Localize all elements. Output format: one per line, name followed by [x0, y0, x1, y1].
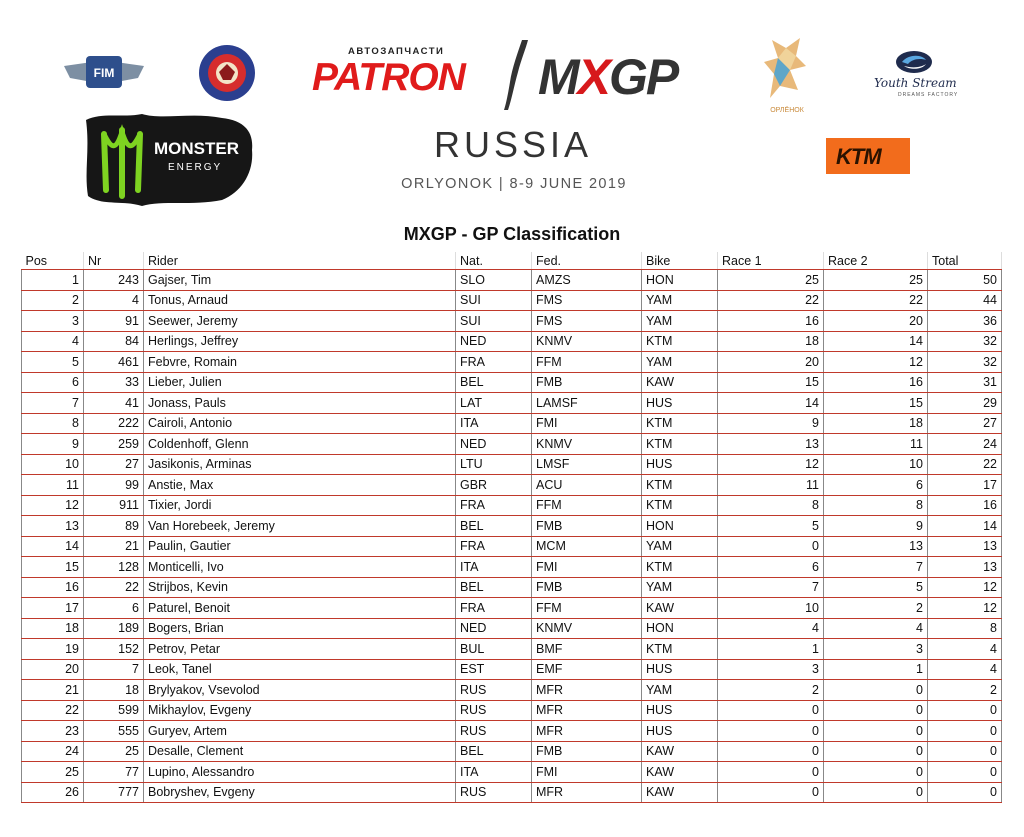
- total-cell: 0: [928, 762, 1002, 783]
- bike-cell: HUS: [642, 721, 718, 742]
- nr-cell: 599: [84, 700, 144, 721]
- rider-cell: Desalle, Clement: [144, 741, 456, 762]
- pos-cell: 1: [22, 270, 84, 291]
- race2-cell: 7: [824, 557, 928, 578]
- col-pos: Pos: [22, 252, 84, 270]
- race1-cell: 0: [718, 700, 824, 721]
- rider-cell: Paulin, Gautier: [144, 536, 456, 557]
- fed-cell: FFM: [532, 495, 642, 516]
- fed-cell: MCM: [532, 536, 642, 557]
- race1-cell: 11: [718, 475, 824, 496]
- venue-date: ORLYONOK | 8-9 JUNE 2019: [401, 176, 627, 192]
- bike-cell: KTM: [642, 557, 718, 578]
- pos-cell: 20: [22, 659, 84, 680]
- nat-cell: BEL: [456, 577, 532, 598]
- pos-cell: 21: [22, 680, 84, 701]
- nat-cell: ITA: [456, 557, 532, 578]
- fed-cell: FMS: [532, 311, 642, 332]
- rider-cell: Bogers, Brian: [144, 618, 456, 639]
- total-cell: 24: [928, 434, 1002, 455]
- mxgp-logo: [538, 48, 734, 104]
- bike-cell: KTM: [642, 495, 718, 516]
- table-row: [22, 290, 1002, 311]
- race1-cell: 4: [718, 618, 824, 639]
- race1-cell: 14: [718, 393, 824, 414]
- fed-cell: FMB: [532, 577, 642, 598]
- race1-cell: 7: [718, 577, 824, 598]
- rider-cell: Cairoli, Antonio: [144, 413, 456, 434]
- table-row: [22, 721, 1002, 742]
- nat-cell: SUI: [456, 311, 532, 332]
- bike-cell: YAM: [642, 290, 718, 311]
- rider-cell: Tonus, Arnaud: [144, 290, 456, 311]
- bike-cell: HUS: [642, 659, 718, 680]
- nat-cell: RUS: [456, 680, 532, 701]
- total-cell: 13: [928, 557, 1002, 578]
- total-cell: 29: [928, 393, 1002, 414]
- total-cell: 14: [928, 516, 1002, 537]
- table-row: [22, 270, 1002, 291]
- nat-cell: NED: [456, 434, 532, 455]
- nat-cell: BEL: [456, 741, 532, 762]
- total-cell: 4: [928, 659, 1002, 680]
- mxgp-x: X: [577, 49, 610, 105]
- nr-cell: 84: [84, 331, 144, 352]
- race1-cell: 0: [718, 536, 824, 557]
- rider-cell: Jonass, Pauls: [144, 393, 456, 414]
- fed-cell: FMS: [532, 290, 642, 311]
- pos-cell: 19: [22, 639, 84, 660]
- bike-cell: HUS: [642, 700, 718, 721]
- nat-cell: FRA: [456, 352, 532, 373]
- nr-cell: 6: [84, 598, 144, 619]
- fim-logo: [62, 48, 146, 96]
- rider-cell: Herlings, Jeffrey: [144, 331, 456, 352]
- youthstream-subtitle: DREAMS FACTORY: [898, 92, 959, 98]
- table-row: [22, 618, 1002, 639]
- race2-cell: 13: [824, 536, 928, 557]
- nat-cell: SLO: [456, 270, 532, 291]
- nat-cell: FRA: [456, 536, 532, 557]
- col-race1: Race 1: [718, 252, 824, 270]
- nr-cell: 777: [84, 782, 144, 803]
- nr-cell: 222: [84, 413, 144, 434]
- bike-cell: YAM: [642, 536, 718, 557]
- race2-cell: 3: [824, 639, 928, 660]
- race1-cell: 6: [718, 557, 824, 578]
- pos-cell: 4: [22, 331, 84, 352]
- race1-cell: 12: [718, 454, 824, 475]
- table-row: [22, 782, 1002, 803]
- table-row: [22, 516, 1002, 537]
- pos-cell: 10: [22, 454, 84, 475]
- race1-cell: 0: [718, 721, 824, 742]
- total-cell: 32: [928, 331, 1002, 352]
- race1-cell: 8: [718, 495, 824, 516]
- bike-cell: HUS: [642, 454, 718, 475]
- race2-cell: 2: [824, 598, 928, 619]
- total-cell: 12: [928, 598, 1002, 619]
- bike-cell: KAW: [642, 598, 718, 619]
- rider-cell: Anstie, Max: [144, 475, 456, 496]
- rider-cell: Petrov, Petar: [144, 639, 456, 660]
- race2-cell: 0: [824, 721, 928, 742]
- rider-cell: Monticelli, Ivo: [144, 557, 456, 578]
- race1-cell: 10: [718, 598, 824, 619]
- bike-cell: KTM: [642, 331, 718, 352]
- race2-cell: 4: [824, 618, 928, 639]
- nat-cell: BUL: [456, 639, 532, 660]
- pos-cell: 7: [22, 393, 84, 414]
- total-cell: 44: [928, 290, 1002, 311]
- pos-cell: 13: [22, 516, 84, 537]
- pos-cell: 11: [22, 475, 84, 496]
- bike-cell: HUS: [642, 393, 718, 414]
- table-row: [22, 536, 1002, 557]
- race2-cell: 22: [824, 290, 928, 311]
- race2-cell: 8: [824, 495, 928, 516]
- nr-cell: 461: [84, 352, 144, 373]
- race2-cell: 5: [824, 577, 928, 598]
- race1-cell: 5: [718, 516, 824, 537]
- rider-cell: Van Horebeek, Jeremy: [144, 516, 456, 537]
- bike-cell: KTM: [642, 475, 718, 496]
- race1-cell: 0: [718, 741, 824, 762]
- table-row: [22, 413, 1002, 434]
- rider-cell: Jasikonis, Arminas: [144, 454, 456, 475]
- bike-cell: YAM: [642, 352, 718, 373]
- bike-cell: HON: [642, 516, 718, 537]
- nat-cell: BEL: [456, 516, 532, 537]
- bike-cell: HON: [642, 618, 718, 639]
- race2-cell: 0: [824, 680, 928, 701]
- nr-cell: 77: [84, 762, 144, 783]
- pos-cell: 5: [22, 352, 84, 373]
- pos-cell: 24: [22, 741, 84, 762]
- patron-subtitle: АВТОЗАПЧАСТИ: [348, 46, 445, 57]
- race1-cell: 9: [718, 413, 824, 434]
- fed-cell: ACU: [532, 475, 642, 496]
- fed-cell: KNMV: [532, 434, 642, 455]
- nat-cell: RUS: [456, 721, 532, 742]
- race2-cell: 14: [824, 331, 928, 352]
- nr-cell: 911: [84, 495, 144, 516]
- pos-cell: 9: [22, 434, 84, 455]
- table-row: [22, 311, 1002, 332]
- pos-cell: 12: [22, 495, 84, 516]
- race2-cell: 16: [824, 372, 928, 393]
- col-race2: Race 2: [824, 252, 928, 270]
- monster-energy-logo: [82, 110, 258, 208]
- race1-cell: 1: [718, 639, 824, 660]
- pos-cell: 23: [22, 721, 84, 742]
- total-cell: 4: [928, 639, 1002, 660]
- rider-cell: Strijbos, Kevin: [144, 577, 456, 598]
- rider-cell: Leok, Tanel: [144, 659, 456, 680]
- total-cell: 0: [928, 782, 1002, 803]
- total-cell: 31: [928, 372, 1002, 393]
- nat-cell: NED: [456, 618, 532, 639]
- nr-cell: 41: [84, 393, 144, 414]
- nat-cell: FRA: [456, 495, 532, 516]
- nat-cell: EST: [456, 659, 532, 680]
- col-bike: Bike: [642, 252, 718, 270]
- youthstream-wordmark: Youth Stream: [874, 76, 957, 90]
- total-cell: 0: [928, 700, 1002, 721]
- total-cell: 8: [928, 618, 1002, 639]
- nr-cell: 18: [84, 680, 144, 701]
- pos-cell: 3: [22, 311, 84, 332]
- nat-cell: SUI: [456, 290, 532, 311]
- table-row: [22, 475, 1002, 496]
- total-cell: 22: [928, 454, 1002, 475]
- rider-cell: Guryev, Artem: [144, 721, 456, 742]
- pos-cell: 15: [22, 557, 84, 578]
- pos-cell: 8: [22, 413, 84, 434]
- nr-cell: 33: [84, 372, 144, 393]
- nr-cell: 152: [84, 639, 144, 660]
- fed-cell: LAMSF: [532, 393, 642, 414]
- rider-cell: Gajser, Tim: [144, 270, 456, 291]
- race2-cell: 25: [824, 270, 928, 291]
- ktm-logo: [826, 138, 910, 174]
- mxgp-m: M: [538, 49, 578, 105]
- race2-cell: 9: [824, 516, 928, 537]
- race2-cell: 10: [824, 454, 928, 475]
- fed-cell: LMSF: [532, 454, 642, 475]
- nat-cell: RUS: [456, 700, 532, 721]
- race2-cell: 0: [824, 741, 928, 762]
- race2-cell: 11: [824, 434, 928, 455]
- race1-cell: 18: [718, 331, 824, 352]
- monster-energy-text: ENERGY: [168, 162, 223, 173]
- bike-cell: YAM: [642, 577, 718, 598]
- classification-title: MXGP - GP Classification: [403, 224, 621, 244]
- col-fed: Fed.: [532, 252, 642, 270]
- race2-cell: 15: [824, 393, 928, 414]
- nat-cell: ITA: [456, 413, 532, 434]
- table-row: [22, 331, 1002, 352]
- race2-cell: 0: [824, 700, 928, 721]
- country-title: RUSSIA: [433, 124, 593, 165]
- pos-cell: 17: [22, 598, 84, 619]
- rider-cell: Bobryshev, Evgeny: [144, 782, 456, 803]
- monster-wordmark: MONSTER: [154, 139, 239, 158]
- fed-cell: MFR: [532, 721, 642, 742]
- table-row: [22, 577, 1002, 598]
- rider-cell: Seewer, Jeremy: [144, 311, 456, 332]
- nr-cell: 21: [84, 536, 144, 557]
- bike-cell: KAW: [642, 741, 718, 762]
- bike-cell: KTM: [642, 434, 718, 455]
- classification-table: [21, 252, 1002, 803]
- rider-cell: Tixier, Jordi: [144, 495, 456, 516]
- table-row: [22, 659, 1002, 680]
- col-nat: Nat.: [456, 252, 532, 270]
- rider-cell: Paturel, Benoit: [144, 598, 456, 619]
- nr-cell: 7: [84, 659, 144, 680]
- race2-cell: 20: [824, 311, 928, 332]
- table-row: [22, 495, 1002, 516]
- total-cell: 50: [928, 270, 1002, 291]
- table-header-row: [22, 252, 1002, 270]
- total-cell: 0: [928, 721, 1002, 742]
- bike-cell: KAW: [642, 782, 718, 803]
- table-row: [22, 557, 1002, 578]
- race1-cell: 0: [718, 762, 824, 783]
- total-cell: 36: [928, 311, 1002, 332]
- nr-cell: 91: [84, 311, 144, 332]
- nat-cell: LAT: [456, 393, 532, 414]
- total-cell: 27: [928, 413, 1002, 434]
- fed-cell: FMB: [532, 372, 642, 393]
- nat-cell: NED: [456, 331, 532, 352]
- nat-cell: ITA: [456, 762, 532, 783]
- pos-cell: 22: [22, 700, 84, 721]
- brush-stroke-decoration: [498, 38, 538, 112]
- nat-cell: GBR: [456, 475, 532, 496]
- race2-cell: 6: [824, 475, 928, 496]
- fed-cell: MFR: [532, 700, 642, 721]
- pos-cell: 18: [22, 618, 84, 639]
- nr-cell: 259: [84, 434, 144, 455]
- nat-cell: LTU: [456, 454, 532, 475]
- race1-cell: 22: [718, 290, 824, 311]
- table-row: [22, 372, 1002, 393]
- race1-cell: 0: [718, 782, 824, 803]
- race2-cell: 18: [824, 413, 928, 434]
- rider-cell: Lupino, Alessandro: [144, 762, 456, 783]
- table-row: [22, 762, 1002, 783]
- nr-cell: 128: [84, 557, 144, 578]
- fed-cell: FMB: [532, 516, 642, 537]
- fed-cell: FMI: [532, 557, 642, 578]
- nr-cell: 89: [84, 516, 144, 537]
- table-row: [22, 454, 1002, 475]
- nat-cell: FRA: [456, 598, 532, 619]
- race1-cell: 3: [718, 659, 824, 680]
- nat-cell: BEL: [456, 372, 532, 393]
- race1-cell: 20: [718, 352, 824, 373]
- nr-cell: 4: [84, 290, 144, 311]
- race2-cell: 1: [824, 659, 928, 680]
- fed-cell: MFR: [532, 782, 642, 803]
- mxgp-gp: GP: [609, 49, 678, 105]
- rider-cell: Febvre, Romain: [144, 352, 456, 373]
- total-cell: 2: [928, 680, 1002, 701]
- total-cell: 32: [928, 352, 1002, 373]
- total-cell: 17: [928, 475, 1002, 496]
- bike-cell: YAM: [642, 680, 718, 701]
- ktm-wordmark: KTM: [836, 144, 881, 169]
- rider-cell: Brylyakov, Vsevolod: [144, 680, 456, 701]
- nr-cell: 243: [84, 270, 144, 291]
- rider-cell: Mikhaylov, Evgeny: [144, 700, 456, 721]
- fed-cell: FMI: [532, 413, 642, 434]
- table-row: [22, 700, 1002, 721]
- table-row: [22, 598, 1002, 619]
- pos-cell: 6: [22, 372, 84, 393]
- nr-cell: 27: [84, 454, 144, 475]
- fed-cell: FMB: [532, 741, 642, 762]
- fed-cell: EMF: [532, 659, 642, 680]
- mfr-federation-logo: [198, 44, 256, 102]
- fed-cell: BMF: [532, 639, 642, 660]
- patron-wordmark: PATRON: [312, 56, 465, 99]
- pos-cell: 2: [22, 290, 84, 311]
- bike-cell: KAW: [642, 372, 718, 393]
- col-total: Total: [928, 252, 1002, 270]
- bike-cell: KTM: [642, 639, 718, 660]
- orlyonok-logo: [762, 36, 812, 116]
- race1-cell: 2: [718, 680, 824, 701]
- bike-cell: KTM: [642, 413, 718, 434]
- fed-cell: FMI: [532, 762, 642, 783]
- race2-cell: 12: [824, 352, 928, 373]
- table-row: [22, 639, 1002, 660]
- col-rider: Rider: [144, 252, 456, 270]
- col-nr: Nr: [84, 252, 144, 270]
- race1-cell: 25: [718, 270, 824, 291]
- bike-cell: KAW: [642, 762, 718, 783]
- table-row: [22, 434, 1002, 455]
- total-cell: 0: [928, 741, 1002, 762]
- pos-cell: 25: [22, 762, 84, 783]
- bike-cell: YAM: [642, 311, 718, 332]
- pos-cell: 14: [22, 536, 84, 557]
- nr-cell: 555: [84, 721, 144, 742]
- patron-logo: [312, 44, 487, 100]
- pos-cell: 26: [22, 782, 84, 803]
- nr-cell: 25: [84, 741, 144, 762]
- fed-cell: AMZS: [532, 270, 642, 291]
- nr-cell: 99: [84, 475, 144, 496]
- rider-cell: Coldenhoff, Glenn: [144, 434, 456, 455]
- nr-cell: 189: [84, 618, 144, 639]
- nat-cell: RUS: [456, 782, 532, 803]
- fed-cell: KNMV: [532, 618, 642, 639]
- total-cell: 13: [928, 536, 1002, 557]
- fed-cell: FFM: [532, 352, 642, 373]
- race1-cell: 13: [718, 434, 824, 455]
- rider-cell: Lieber, Julien: [144, 372, 456, 393]
- race1-cell: 16: [718, 311, 824, 332]
- table-row: [22, 680, 1002, 701]
- total-cell: 12: [928, 577, 1002, 598]
- table-row: [22, 741, 1002, 762]
- fim-text: FIM: [93, 66, 115, 80]
- bike-cell: HON: [642, 270, 718, 291]
- fed-cell: MFR: [532, 680, 642, 701]
- race1-cell: 15: [718, 372, 824, 393]
- pos-cell: 16: [22, 577, 84, 598]
- total-cell: 16: [928, 495, 1002, 516]
- table-row: [22, 352, 1002, 373]
- youthstream-logo: [870, 48, 966, 100]
- fed-cell: KNMV: [532, 331, 642, 352]
- table-row: [22, 393, 1002, 414]
- nr-cell: 22: [84, 577, 144, 598]
- race2-cell: 0: [824, 762, 928, 783]
- fed-cell: FFM: [532, 598, 642, 619]
- race2-cell: 0: [824, 782, 928, 803]
- svg-text:ОРЛЁНОК: ОРЛЁНОК: [770, 107, 804, 114]
